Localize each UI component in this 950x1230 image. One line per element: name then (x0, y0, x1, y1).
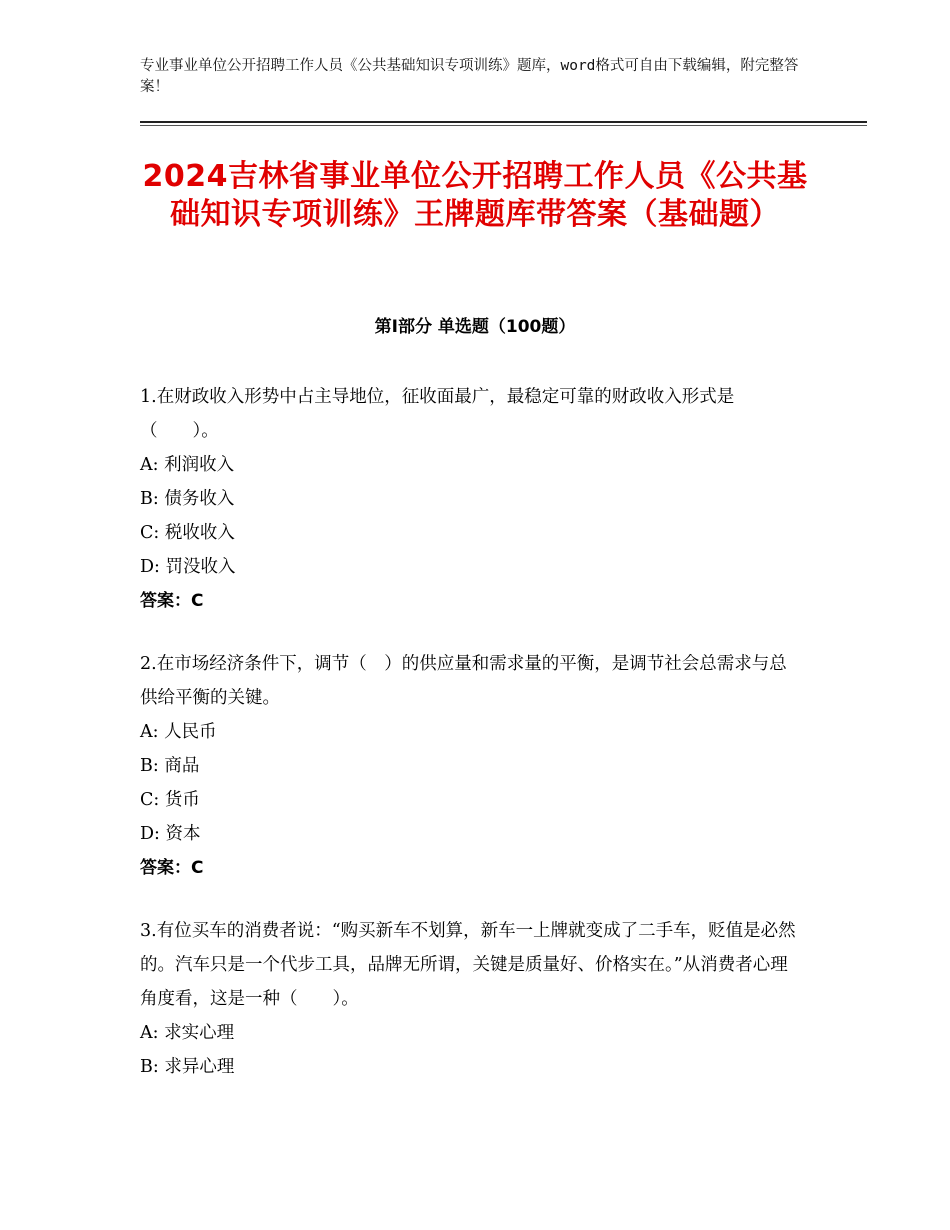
option-a: A: 人民币 (140, 722, 217, 742)
option-d: D: 罚没收入 (140, 557, 236, 577)
header-note: 专业事业单位公开招聘工作人员《公共基础知识专项训练》题库，word格式可自由下载编辑，附完整答案！ (140, 58, 799, 95)
section-title: 第Ⅰ部分 单选题（100题） (374, 317, 576, 337)
option-b: B: 债务收入 (140, 489, 235, 509)
option-d: D: 资本 (140, 824, 201, 844)
question-stem: 3.有位买车的消费者说：“购买新车不划算，新车一上牌就变成了二手车，贬值是必然的。汽车只是一个代步工具，品牌无所谓，关键是质量好、价格实在。”从消费者心理角度看，这是一种（ ）。 (140, 921, 796, 1009)
option-a: A: 利润收入 (140, 455, 235, 475)
answer: 答案：C (140, 858, 204, 878)
question-list (140, 380, 800, 1113)
option-b: B: 商品 (140, 756, 200, 776)
answer: 答案：C (140, 591, 204, 611)
option-c: C: 货币 (140, 790, 200, 810)
header-rule-thick (140, 121, 867, 123)
option-c: C: 税收收入 (140, 523, 235, 543)
question-stem: 1.在财政收入形势中占主导地位，征收面最广，最稳定可靠的财政收入形式是（ ）。 (140, 387, 735, 441)
question-3 (140, 914, 800, 1084)
option-b: B: 求异心理 (140, 1057, 235, 1077)
question-1 (140, 380, 800, 618)
header-rule-thin (140, 125, 867, 126)
question-2 (140, 647, 800, 885)
document-title: 2024吉林省事业单位公开招聘工作人员《公共基础知识专项训练》王牌题库带答案（基础题） (142, 159, 808, 232)
question-stem: 2.在市场经济条件下，调节（ ）的供应量和需求量的平衡，是调节社会总需求与总供给平衡的关键。 (140, 654, 787, 708)
option-a: A: 求实心理 (140, 1023, 235, 1043)
